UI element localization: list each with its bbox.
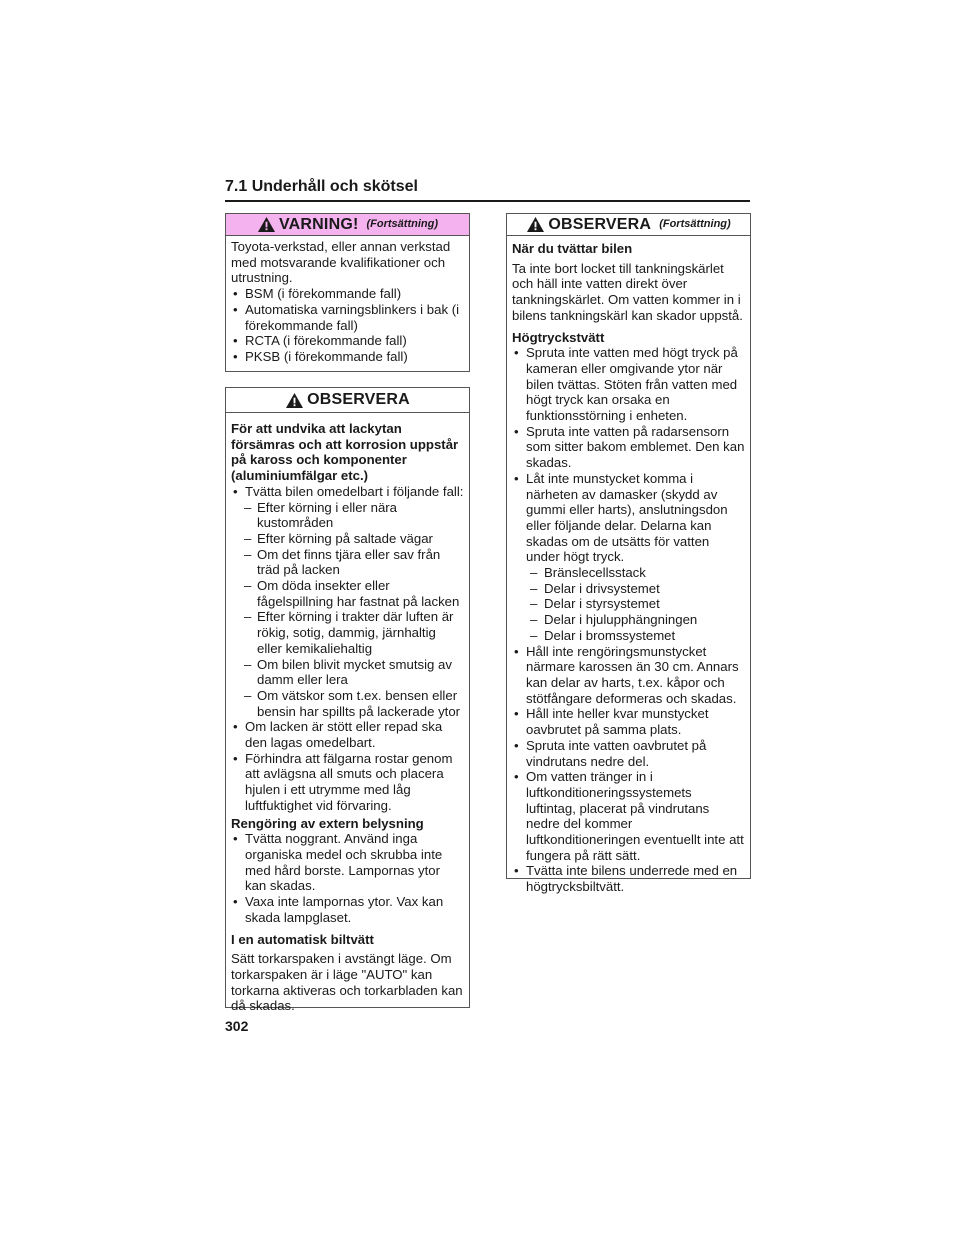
warning-continued: (Fortsättning): [366, 217, 438, 230]
list-item: • Tvätta noggrant. Använd inga organiska medel och skrubba inte med hård borste. Lampornas ytor kan skadas.: [231, 831, 464, 894]
sub-item: – Delar i drivsystemet: [512, 581, 745, 597]
sub-item: – Efter körning i trakter där luften är rökig, sotig, dammig, järnhaltig eller kemikaliehaltig: [231, 609, 464, 656]
list-item: • Tvätta bilen omedelbart i följande fall:: [231, 484, 464, 500]
notice-heading: Högtryckstvätt: [512, 329, 605, 345]
notice-title: OBSERVERA: [307, 391, 410, 409]
sub-item: – Delar i styrsystemet: [512, 596, 745, 612]
list-item: • PKSB (i förekommande fall): [231, 349, 464, 365]
sub-item: – Om det finns tjära eller sav från träd på lacken: [231, 547, 464, 578]
warning-list: [231, 286, 464, 365]
notice-heading: Rengöring av extern belysning: [231, 815, 424, 831]
sub-item: – Efter körning i eller nära kustområden: [231, 500, 464, 531]
page-number: 302: [225, 1018, 249, 1034]
list-item: • Automatiska varningsblinkers i bak (i förekommande fall): [231, 302, 464, 333]
sub-item: – Efter körning på saltade vägar: [231, 531, 464, 547]
list-item: • Håll inte rengöringsmunstycket närmare karossen än 30 cm. Annars kan delar av harts, t.ex. kåpor och stötfångare deformeras och skadas.: [512, 644, 745, 707]
list-item: • Spruta inte vatten oavbrutet på vindrutans nedre del.: [512, 738, 745, 769]
list-item: • Spruta inte vatten på radarsensorn som sitter bakom emblemet. Den kan skadas.: [512, 424, 745, 471]
sub-item: – Om bilen blivit mycket smutsig av damm eller lera: [231, 657, 464, 688]
warning-triangle-icon: [257, 216, 276, 233]
notice-box: [225, 387, 470, 1014]
warning-box: [225, 213, 470, 372]
notice-continued-title: OBSERVERA: [548, 215, 652, 233]
sub-item: – Om döda insekter eller fågelspillning har fastnat på lacken: [231, 578, 464, 609]
list-item: • Förhindra att fälgarna rostar genom att avlägsna all smuts och placera hjulen i ett utrymme med låg luftfuktighet vid förvaring.: [231, 751, 464, 814]
notice-continued-label: (Fortsättning): [659, 217, 731, 230]
warning-intro: Toyota-verkstad, eller annan verkstad med motsvarande kvalifikationer och utrustning.: [231, 239, 451, 286]
notice-paragraph: Sätt torkarspaken i avstängt läge. Om torkarspaken är i läge "AUTO" kan torkarna aktiveras och torkarbladen kan då skadas.: [231, 951, 463, 1014]
list-item: • Om vatten tränger in i luftkonditioneringssystemets luftintag, placerat på vindrutans nedre del kommer luftkonditioneringen eventuellt inte att fungera på rätt sätt.: [512, 769, 745, 863]
notice-list: [512, 345, 745, 895]
list-item: • BSM (i förekommande fall): [231, 286, 464, 302]
section-title: 7.1 Underhåll och skötsel: [225, 178, 750, 202]
notice-box-header: [226, 388, 469, 413]
notice-list: [231, 831, 464, 925]
list-item: • Håll inte heller kvar munstycket oavbrutet på samma plats.: [512, 706, 745, 737]
sub-item: – Delar i hjulupphängningen: [512, 612, 745, 628]
notice-box-continued: [506, 213, 751, 895]
list-item: • Låt inte munstycket komma i närheten av damasker (skydd av gummi eller harts), anslutningsdon eller följande delar. Delarna kan skadas om de utsätts för vatten under högt tryck.: [512, 471, 745, 565]
list-item: • RCTA (i förekommande fall): [231, 333, 464, 349]
warning-triangle-icon: [526, 216, 545, 233]
sub-item: – Om vätskor som t.ex. bensen eller bensin har spillts på lackerade ytor: [231, 688, 464, 719]
sub-item: – Delar i bromssystemet: [512, 628, 745, 644]
notice-heading: I en automatisk biltvätt: [231, 931, 374, 947]
notice-heading: För att undvika att lackytan försämras och att korrosion uppstår på kaross och komponenter (aluminiumfälgar etc.): [231, 421, 459, 484]
warning-title: VARNING!: [278, 215, 359, 233]
notice-heading: När du tvättar bilen: [512, 241, 633, 256]
list-item: • Om lacken är stött eller repad ska den lagas omedelbart.: [231, 719, 464, 750]
warning-triangle-icon: [285, 392, 304, 409]
list-item: • Vaxa inte lampornas ytor. Vax kan skada lampglaset.: [231, 894, 464, 925]
notice-box-continued-header: [507, 214, 750, 236]
sub-item: – Bränslecellsstack: [512, 565, 745, 581]
notice-paragraph: Ta inte bort locket till tankningskärlet och häll inte vatten direkt över tankningskärlet. Om vatten kommer in i bilens tankningskärl kan skador uppstå.: [512, 260, 743, 323]
list-item: • Tvätta inte bilens underrede med en högtrycksbiltvätt.: [512, 863, 745, 894]
list-item: • Spruta inte vatten med högt tryck på kameran eller omgivande ytor när bilen tvättas. Stöten från vatten med högt tryck kan orsaka en funktionsstörning i enheten.: [512, 345, 745, 424]
warning-box-header: [226, 214, 469, 236]
notice-list: [231, 484, 464, 814]
